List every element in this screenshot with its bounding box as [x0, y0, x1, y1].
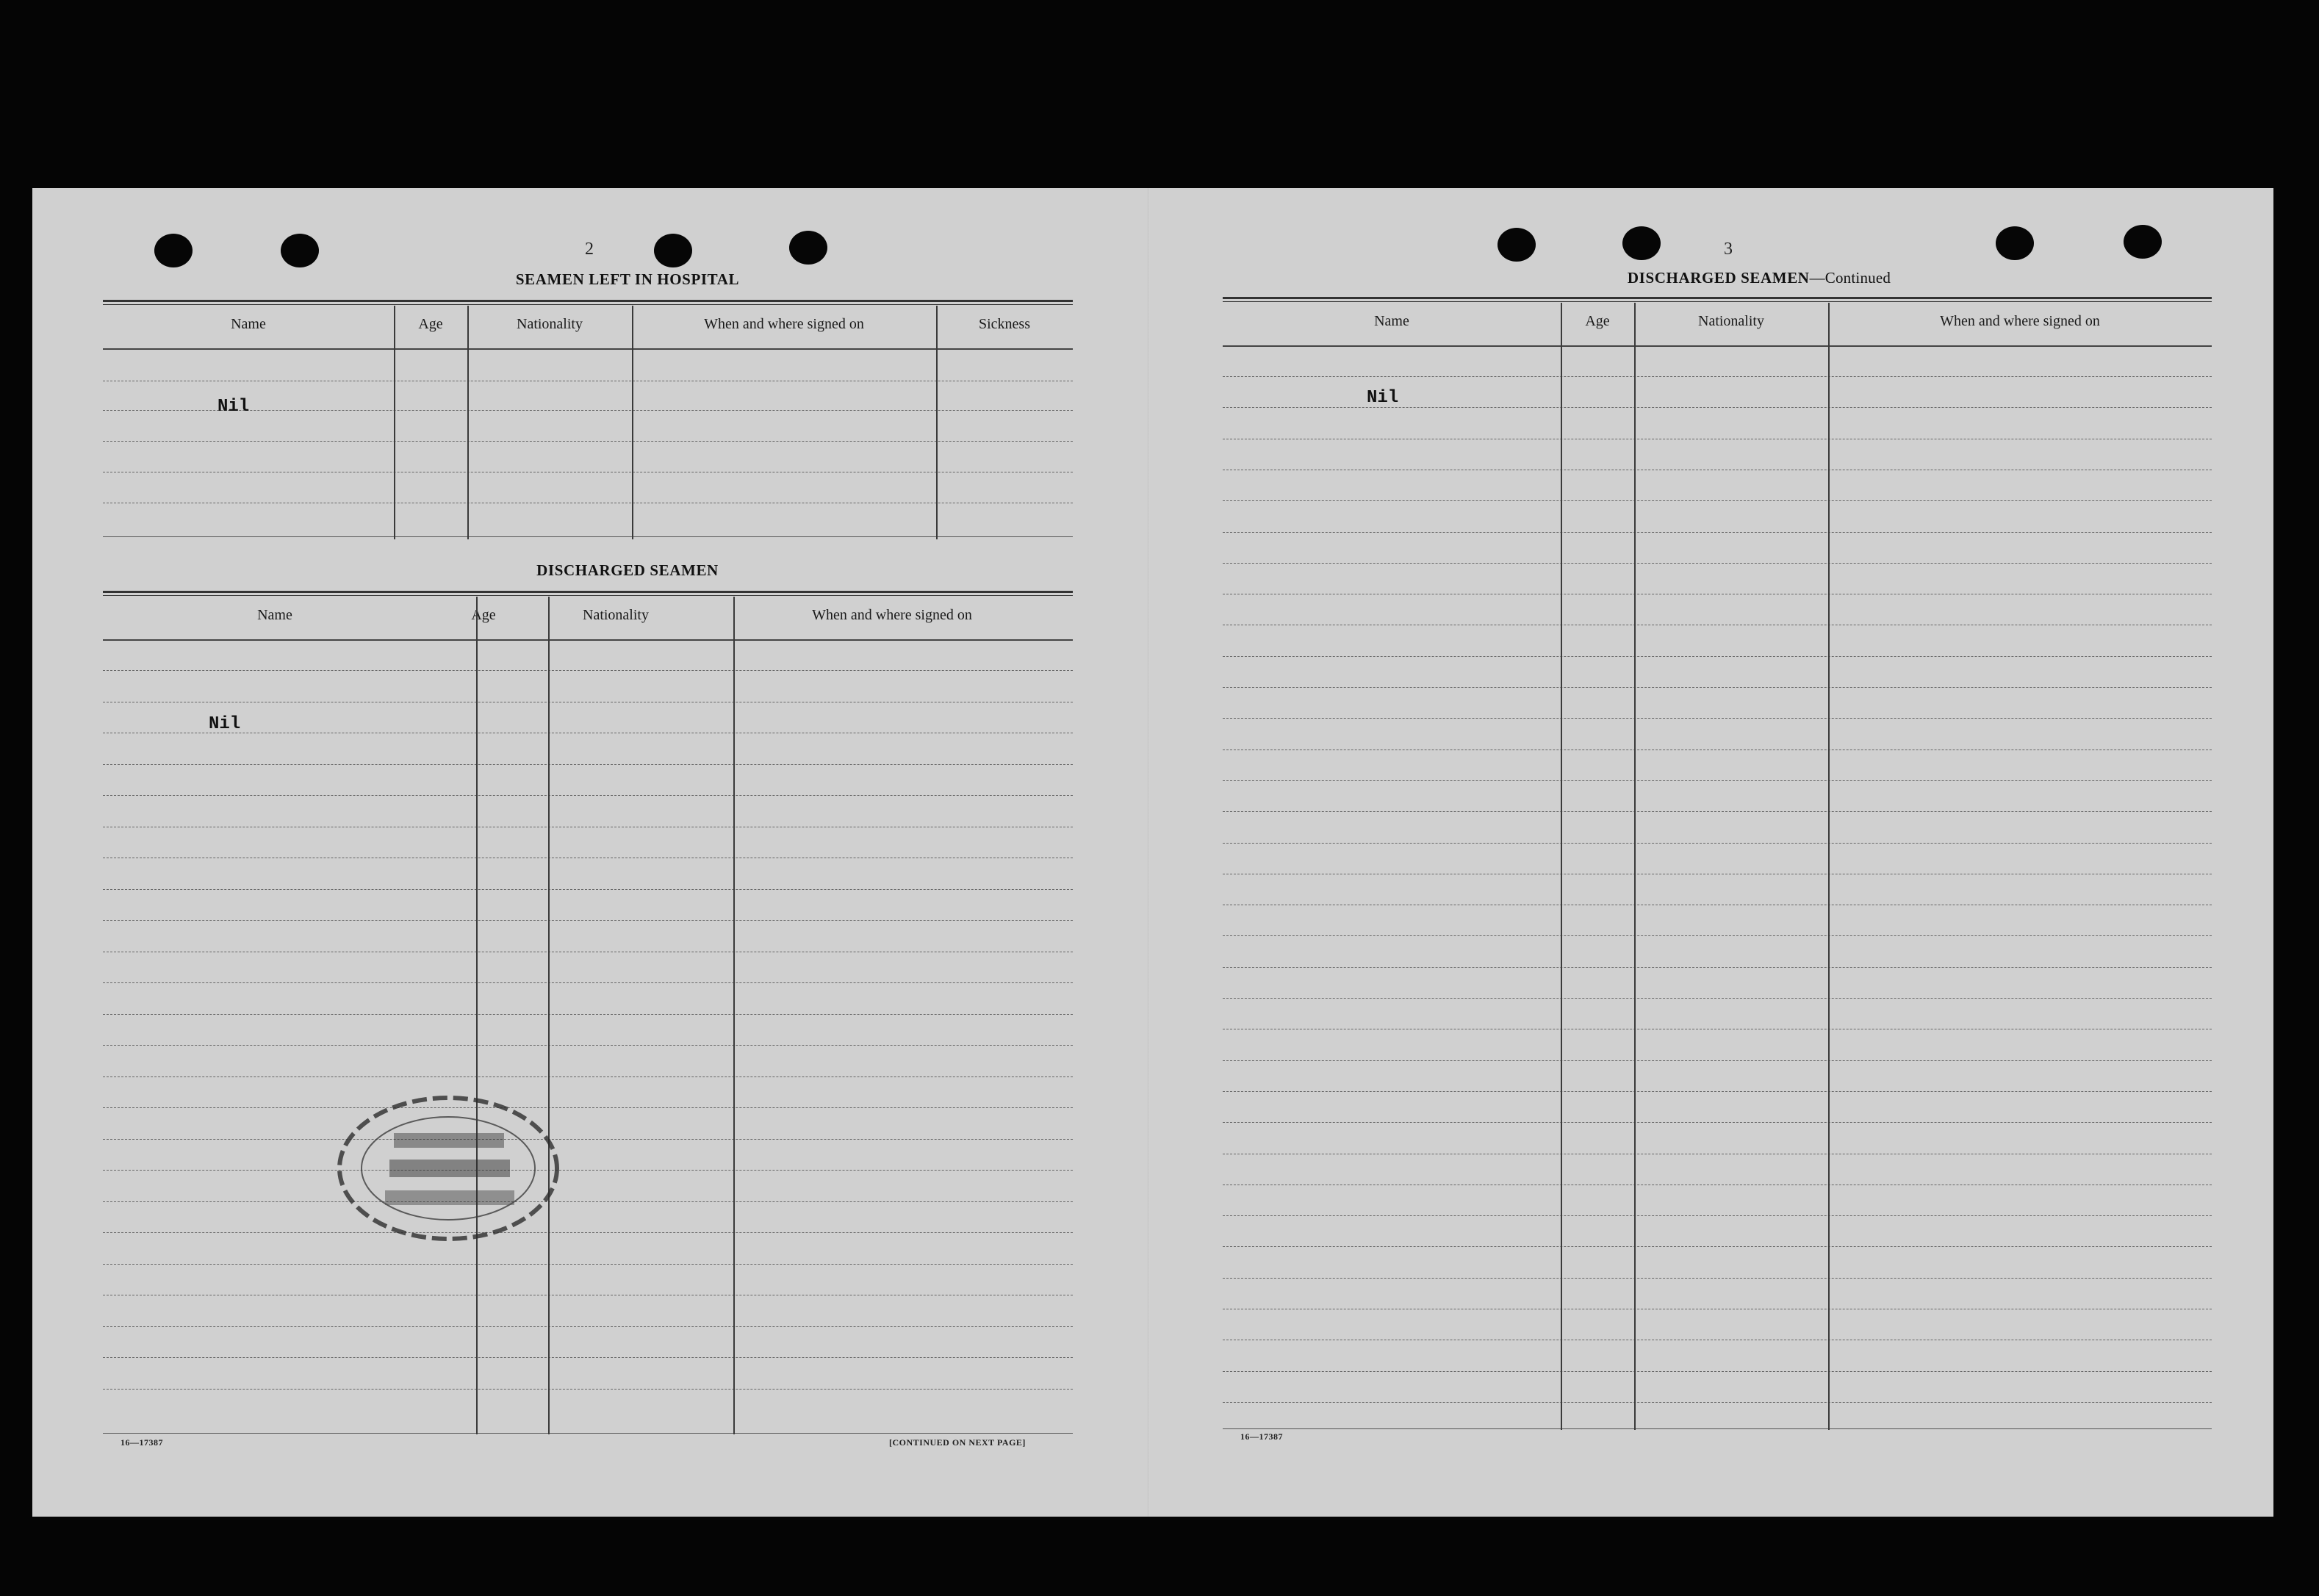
ruled-line	[1223, 780, 2212, 781]
ruled-line	[1223, 532, 2212, 533]
ruled-line	[1223, 687, 2212, 688]
ruled-line	[1223, 718, 2212, 719]
col-header-name: Name	[231, 316, 266, 332]
col-header-age: Age	[418, 316, 443, 332]
punch-hole	[154, 234, 193, 267]
ruled-line	[103, 1045, 1073, 1046]
ruled-line	[103, 1201, 1073, 1202]
continued-note: [CONTINUED ON NEXT PAGE]	[889, 1437, 1026, 1448]
col-header-signed-on: When and where signed on	[812, 607, 972, 623]
punch-hole	[2124, 225, 2162, 259]
table-bottom-line	[103, 1433, 1073, 1434]
discharged-entry: Nil	[209, 714, 241, 734]
section-title-discharged-continued: DISCHARGED SEAMEN—Continued	[1627, 269, 1891, 287]
page-number: 2	[585, 240, 594, 259]
ruled-line	[103, 795, 1073, 796]
ruled-line	[103, 1139, 1073, 1140]
ruled-line	[1223, 1278, 2212, 1279]
document-sheet	[32, 188, 2273, 1517]
ruled-line	[103, 1107, 1073, 1108]
punch-hole	[281, 234, 319, 267]
page-fold	[1148, 188, 1149, 1517]
ruled-line	[1223, 1215, 2212, 1216]
col-header-nationality: Nationality	[517, 316, 583, 332]
hospital-entry: Nil	[217, 397, 250, 417]
ruled-line	[103, 1357, 1073, 1358]
ruled-line	[103, 1014, 1073, 1015]
ruled-line	[1223, 656, 2212, 657]
punch-hole	[1996, 226, 2034, 260]
ruled-line	[103, 670, 1073, 671]
ruled-line	[103, 889, 1073, 890]
col-header-age: Age	[1585, 313, 1610, 329]
ruled-line	[103, 1264, 1073, 1265]
ruled-line	[1223, 563, 2212, 564]
ruled-line	[1223, 1371, 2212, 1372]
form-number: 16—17387	[121, 1437, 163, 1448]
ruled-line	[1223, 998, 2212, 999]
punch-hole	[654, 234, 692, 267]
discharged-continued-entry: Nil	[1367, 388, 1399, 408]
col-header-name: Name	[257, 607, 292, 623]
ruled-line	[1223, 500, 2212, 501]
ruled-line	[103, 1232, 1073, 1233]
ruled-line	[103, 1170, 1073, 1171]
punch-hole	[1622, 226, 1661, 260]
col-header-nationality: Nationality	[1698, 313, 1764, 329]
ruled-line	[1223, 843, 2212, 844]
ruled-line	[103, 1076, 1073, 1077]
page-number: 3	[1724, 240, 1733, 259]
punch-hole	[1498, 228, 1536, 262]
col-header-age: Age	[471, 607, 496, 623]
ruled-line	[1223, 935, 2212, 936]
ruled-line	[1223, 1122, 2212, 1123]
col-header-nationality: Nationality	[583, 607, 649, 623]
ruled-line	[1223, 1246, 2212, 1247]
punch-hole	[789, 231, 827, 265]
col-header-sickness: Sickness	[979, 316, 1030, 332]
ruled-line	[1223, 811, 2212, 812]
ruled-line	[103, 982, 1073, 983]
table-bottom-line	[1223, 1428, 2212, 1429]
ruled-line	[103, 764, 1073, 765]
hospital-table	[103, 300, 1073, 541]
section-title-discharged: DISCHARGED SEAMEN	[536, 561, 719, 579]
ruled-line	[103, 920, 1073, 921]
col-header-signed-on: When and where signed on	[1940, 313, 2100, 329]
ruled-line	[1223, 376, 2212, 377]
ruled-line	[1223, 1402, 2212, 1403]
ruled-line	[1223, 967, 2212, 968]
discharged-table	[103, 591, 1073, 1436]
col-header-signed-on: When and where signed on	[704, 316, 864, 332]
discharged-continued-table	[1223, 297, 2212, 1433]
received-stamp	[323, 1088, 573, 1249]
ruled-line	[1223, 1091, 2212, 1092]
ruled-line	[103, 1389, 1073, 1390]
col-header-name: Name	[1374, 313, 1409, 329]
section-title-hospital: SEAMEN LEFT IN HOSPITAL	[515, 270, 740, 288]
ruled-line	[103, 1326, 1073, 1327]
ruled-line	[1223, 1060, 2212, 1061]
form-number: 16—17387	[1240, 1431, 1283, 1442]
